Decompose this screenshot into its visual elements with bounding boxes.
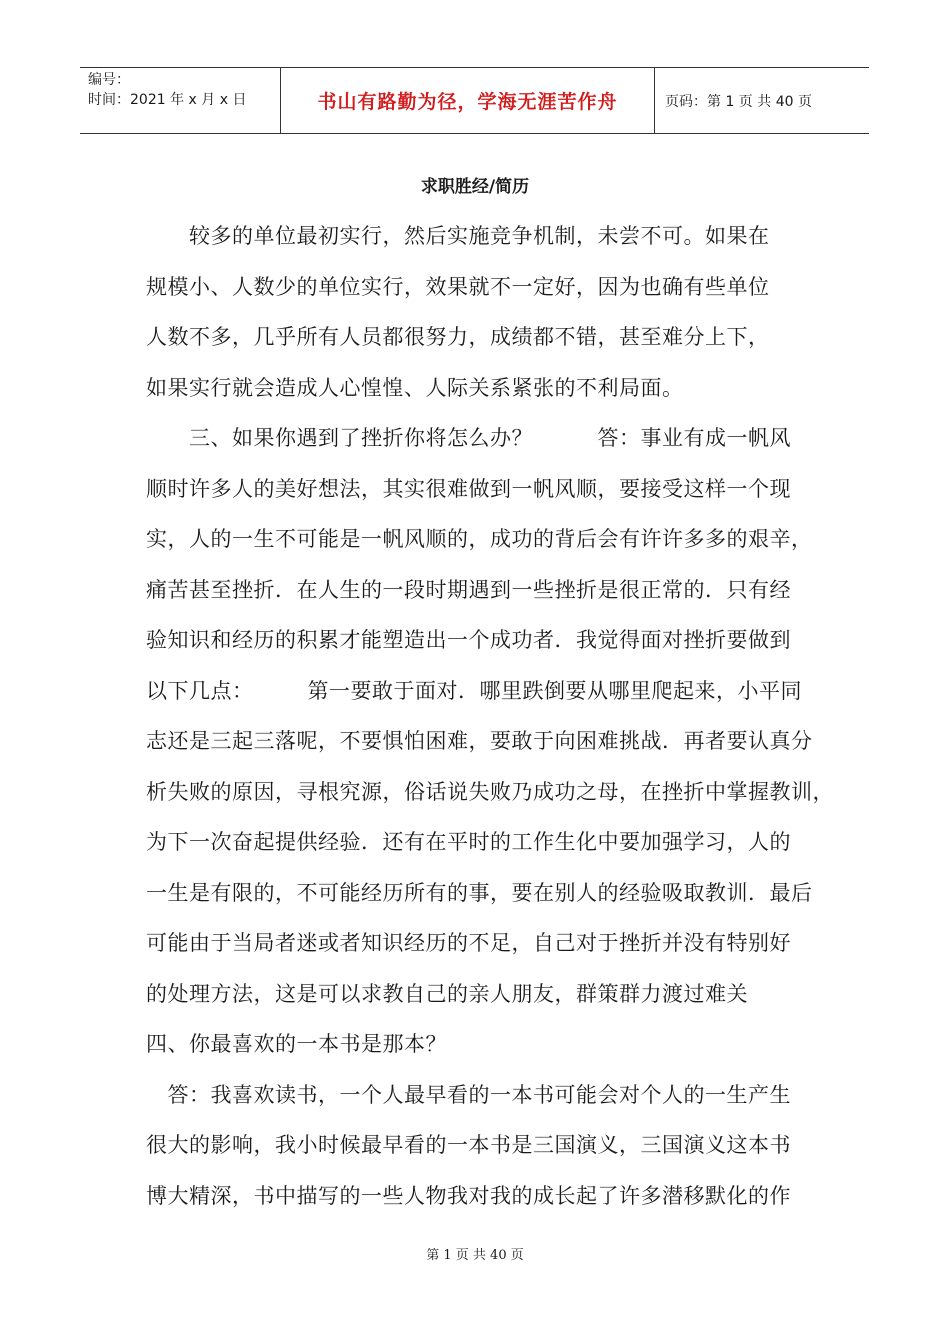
- header-page-label: 页码：第 1 页 共 40 页: [665, 93, 812, 110]
- text-line: 一生是有限的，不可能经历所有的事，要在别人的经验吸取教训．最后: [146, 880, 813, 905]
- page-header: [80, 67, 869, 134]
- text-line: 很大的影响，我小时候最早看的一本书是三国演义，三国演义这本书: [146, 1133, 791, 1157]
- text-line: 痛苦甚至挫折．在人生的一段时期遇到一些挫折是很正常的．只有经: [146, 577, 791, 602]
- text-line: 志还是三起三落呢，不要惧怕困难，要敢于向困难挑战．再者要认真分: [146, 729, 813, 753]
- text-line: 较多的单位最初实行，然后实施竞争机制，未尝不可。如果在: [146, 224, 770, 248]
- text-line: 三、如果你遇到了挫折你将怎么办？ 答：事业有成一帆风: [146, 426, 791, 450]
- text-line: 答：我喜欢读书，一个人最早看的一本书可能会对个人的一生产生: [146, 1082, 791, 1107]
- text-line: 人数不多，几乎所有人员都很努力，成绩都不错，甚至难分上下，: [146, 325, 770, 349]
- text-line: 如果实行就会造成人心惶惶、人际关系紧张的不利局面。: [146, 375, 684, 400]
- text-line: 四、你最喜欢的一本书是那本？: [146, 1032, 447, 1056]
- text-line: 顺时许多人的美好想法，其实很难做到一帆风顺，要接受这样一个现: [146, 476, 791, 501]
- text-line: 验知识和经历的积累才能塑造出一个成功者．我觉得面对挫折要做到: [146, 628, 791, 652]
- text-line: 以下几点： 第一要敢于面对．哪里跌倒要从哪里爬起来，小平同: [146, 678, 802, 703]
- time-label: 时间：2021 年 x 月 x 日: [88, 92, 247, 108]
- text-line: 可能由于当局者迷或者知识经历的不足，自己对于挫折并没有特别好: [146, 931, 791, 955]
- text-line: 为下一次奋起提供经验．还有在平时的工作生化中要加强学习，人的: [146, 830, 791, 854]
- document-body: [146, 215, 834, 1225]
- text-line: 实，人的一生不可能是一帆风顺的，成功的背后会有许许多多的艰辛，: [146, 527, 813, 551]
- document-title: 求职胜经/简历: [420, 177, 530, 197]
- text-line: 博大精深，书中描写的一些人物我对我的成长起了许多潜移默化的作: [146, 1183, 791, 1208]
- text-line: 规模小、人数少的单位实行，效果就不一定好，因为也确有些单位: [146, 274, 770, 299]
- number-label: 编号：: [88, 72, 130, 88]
- header-motto: 书山有路勤为径，学海无涯苦作舟: [281, 68, 655, 133]
- text-line: 析失败的原因，寻根究源，俗话说失败乃成功之母，在挫折中掌握教训，: [146, 779, 834, 804]
- page-footer: 第 1 页 共 40 页: [426, 1248, 524, 1263]
- header-meta: [80, 68, 281, 133]
- text-line: 的处理方法，这是可以求教自己的亲人朋友，群策群力渡过难关: [146, 981, 748, 1006]
